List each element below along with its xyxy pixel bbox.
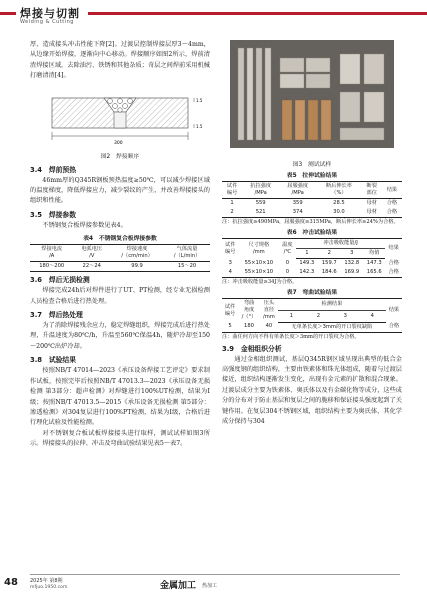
section-3-9-heading: 3.9 金相组织分析 xyxy=(222,344,282,353)
dim-label-2: 1.5 xyxy=(196,123,203,129)
journal-section-title: 焊接与切割 xyxy=(20,7,80,20)
table-4-title: 表4 不锈钢复合板焊接参数 xyxy=(83,236,157,243)
page-header xyxy=(0,0,427,32)
t7-header: 弯曲 角度 /（°） xyxy=(241,300,257,320)
intro-paragraph: 厚，造成接头冲击性能下降[2]。过渡层控制焊接层厚3～4mm，从边缘开始焊接，逐渐向中心移动。焊接顺序如图2所示，焊前清渣焊接区域，去除油污、铁锈和其他杂质；奇层之间焊前采用机械打磨清渣[4]。 xyxy=(30,41,210,80)
journal-section-subtitle: Welding & Cutting xyxy=(20,19,74,25)
t4-header: 焊接电流 /A xyxy=(30,245,73,262)
t6-cell: 合格 xyxy=(388,269,399,275)
t6-header: 冲击吸收能量/J xyxy=(296,239,386,249)
t6-cell: 184.6 xyxy=(321,269,337,275)
section-3-4-text: 46mm厚的Q345R钢板预热温度≥50℃，可以减少焊接区域的温度梯度，降低焊接应力，减少裂纹的产生，并改善焊接接头的组织和性能。 xyxy=(30,176,210,205)
t5-header: 屈服强度 /MPa xyxy=(279,182,316,199)
footer-rule xyxy=(30,574,400,575)
right-column xyxy=(222,40,402,427)
table-row xyxy=(222,322,402,332)
figure-2-caption: 图2 焊接顺序 xyxy=(100,153,140,160)
t5-cell: 母材 xyxy=(366,200,377,206)
t6-cell: 55×10×10 xyxy=(244,269,274,275)
section-3-5-text: 不锈钢复合板焊接参数见表4。 xyxy=(42,221,127,229)
t7-subheader: 4 xyxy=(359,310,386,322)
t6-subheader: 均值 xyxy=(363,249,385,259)
t6-subheader: 1 xyxy=(296,249,318,259)
table-5-title: 表5 拉伸试验结果 xyxy=(286,173,338,179)
t6-header: 尺寸规格 /mm xyxy=(248,241,270,255)
table-row xyxy=(222,268,402,278)
table-6 xyxy=(222,238,402,278)
table-6-note: 注：冲击吸收能量≥34J为合格。 xyxy=(222,279,298,285)
t5-cell: 559 xyxy=(255,200,266,206)
t7-cell: 180 xyxy=(244,323,254,330)
table-5-note: 注：抗拉强度≥490MPa，屈服强度≥315MPa，断后伸长率≥24%为合格。 xyxy=(222,219,399,225)
page-number: 48 xyxy=(4,577,18,588)
t6-cell: 149.3 xyxy=(299,260,315,266)
table-6-title: 表6 冲击试验结果 xyxy=(286,230,338,236)
t7-header: 试件 编号 xyxy=(224,303,236,317)
dim-label-width: 300 xyxy=(114,140,123,146)
t5-header: 结果 xyxy=(382,182,402,199)
section-3-7-text: 为了消除焊接残余应力，稳定焊缝组织，焊接完成后进行热处理，升温速度为80℃/h，升温至560℃保温4h，随炉冷却至150～200℃出炉冷却。 xyxy=(30,322,210,350)
t7-subheader: 1 xyxy=(278,310,305,322)
t4-header: 焊接速度 /（cm/min） xyxy=(110,245,164,262)
section-3-9-text: 通过金相组织测试，基层Q345R钢区域呈现出典型的低合金高强度钢的组织结构，主要由铁素体和珠光体组成，随着与过渡层接近，组织结构逐渐发生变化，出现有金元素的扩散和混合现象。过渡层成分主要为铁素体、奥氏体以及有金碳化物等成分，这些成分的分布对于防止基层和复层之间的脆移和保证接头强度起到了关键作用。在复层304不锈钢区域，组织结构主要为奥氏体，其化学成分保持与304 xyxy=(222,355,402,425)
t5-header: 断裂 部位 xyxy=(362,182,382,199)
t4-header: 气体流量 /（L/min） xyxy=(164,245,210,262)
figure-3-caption: 图3 测试试样 xyxy=(292,162,332,168)
t7-subheader: 3 xyxy=(332,310,359,322)
t4-header: 电弧电压 /V xyxy=(73,245,110,262)
t6-cell: 169.9 xyxy=(344,269,360,275)
footer-website: mfjuo.1950.com xyxy=(30,585,68,590)
table-5 xyxy=(222,181,402,218)
t7-header: 检测结果 xyxy=(278,299,386,311)
t7-cell: 无单条长度＞3mm的开口裂纹缺陷 xyxy=(291,323,373,330)
t4-cell: 180～200 xyxy=(39,263,65,270)
t6-header: 温度 /℃ xyxy=(282,241,293,255)
table-7-note: 注：曲任何方向不得有单条长度＞3mm的开口裂纹为合格。 xyxy=(222,333,360,340)
t5-cell: 28.5 xyxy=(333,200,345,206)
section-3-6-text: 焊接完成24h后对焊件进行了UT、PT检测，经专业无损检测人员检查合格后进行热处理。 xyxy=(30,287,210,305)
test-specimens-photo xyxy=(222,40,402,156)
t4-cell: 22～24 xyxy=(82,263,101,270)
section-3-8-heading: 3.8 试验结果 xyxy=(30,356,77,365)
t6-cell: 147.3 xyxy=(366,260,382,266)
t6-cell: 0 xyxy=(285,259,290,266)
table-7-title: 表7 弯曲试验结果 xyxy=(286,290,338,296)
table-row xyxy=(222,199,402,209)
t7-subheader: 2 xyxy=(305,310,332,322)
section-3-8-text-a: 按照NB/T 47014—2023《承压设备焊接工艺评定》要求制作试板，按照完毕后按照NB/T 47013.3—2023《承压设备无损检测 第3部分：超声检测》对焊缝进行100%UT检测，结果为Ⅰ级；按照NB/T 47013.5—2015《承压设备无损检测 第5部分：渗透检测》对304复层进行100%PT检测，结果为Ⅰ级，合格后进行理化试验及性能检测。 xyxy=(30,367,210,427)
t6-cell: 合格 xyxy=(388,259,399,266)
t5-cell: 521 xyxy=(255,209,266,215)
figure-3 xyxy=(222,40,402,170)
left-column xyxy=(30,40,210,450)
t6-cell: 159.7 xyxy=(321,260,337,266)
t6-header: 结果 xyxy=(388,245,399,252)
t5-cell: 359 xyxy=(292,200,303,206)
t4-cell: 15～20 xyxy=(177,263,197,270)
t7-cell: 40 xyxy=(265,323,273,330)
t5-cell: 1 xyxy=(230,200,234,206)
footer-journal-logo-sub: 热加工 xyxy=(202,583,218,589)
table-4 xyxy=(30,244,210,272)
t6-subheader: 3 xyxy=(341,249,363,259)
t6-cell: 3 xyxy=(228,259,232,266)
t7-cell: 5 xyxy=(228,323,232,330)
section-3-8-text-b: 对不锈钢复合板试板焊接接头进行取样，测试试样如图3所示。焊接接头的拉伸、冲击及弯曲试验结果见表5～表7。 xyxy=(30,429,210,448)
t5-cell: 合格 xyxy=(386,200,398,206)
t6-cell: 4 xyxy=(228,269,232,275)
section-3-5-heading: 3.5 焊接参数 xyxy=(30,210,77,219)
dim-label-1: 1.5 xyxy=(196,97,203,103)
t7-header: 结果 xyxy=(388,307,400,313)
t5-header: 断后伸长率 （%） xyxy=(316,182,361,199)
t6-cell: 55×10×10 xyxy=(244,259,274,266)
t6-header: 试件 编号 xyxy=(225,241,236,255)
t7-header: 压头 直径 /mm xyxy=(262,300,275,320)
t6-cell: 165.6 xyxy=(366,269,382,275)
t5-cell: 30.0 xyxy=(333,209,345,215)
table-row xyxy=(222,208,402,218)
t5-cell: 2 xyxy=(230,209,234,215)
t5-header: 抗拉强度 /MPa xyxy=(242,182,279,199)
section-3-4-heading: 3.4 焊前预热 xyxy=(30,165,77,174)
table-row xyxy=(222,259,402,269)
figure-2 xyxy=(30,88,210,162)
welding-sequence-diagram xyxy=(30,88,210,148)
t6-cell: 142.3 xyxy=(299,269,315,275)
t5-cell: 374 xyxy=(292,209,303,215)
t7-cell: 合格 xyxy=(388,323,400,330)
table-7 xyxy=(222,298,402,333)
section-3-7-heading: 3.7 焊后热处理 xyxy=(30,311,83,320)
section-3-6-heading: 3.6 焊后无损检测 xyxy=(30,276,90,285)
t5-cell: 合格 xyxy=(386,209,398,215)
t6-cell: 0 xyxy=(285,269,290,275)
footer-journal-logo: 金属加工 xyxy=(160,581,197,591)
t4-cell: 99.9 xyxy=(131,263,143,270)
table-row xyxy=(30,262,210,272)
t6-subheader: 2 xyxy=(318,249,340,259)
t5-cell: 母材 xyxy=(366,209,377,215)
footer-issue: 2025年 第8期 xyxy=(30,578,63,584)
t6-cell: 132.8 xyxy=(344,260,360,266)
t5-header: 试件 编号 xyxy=(222,182,242,199)
